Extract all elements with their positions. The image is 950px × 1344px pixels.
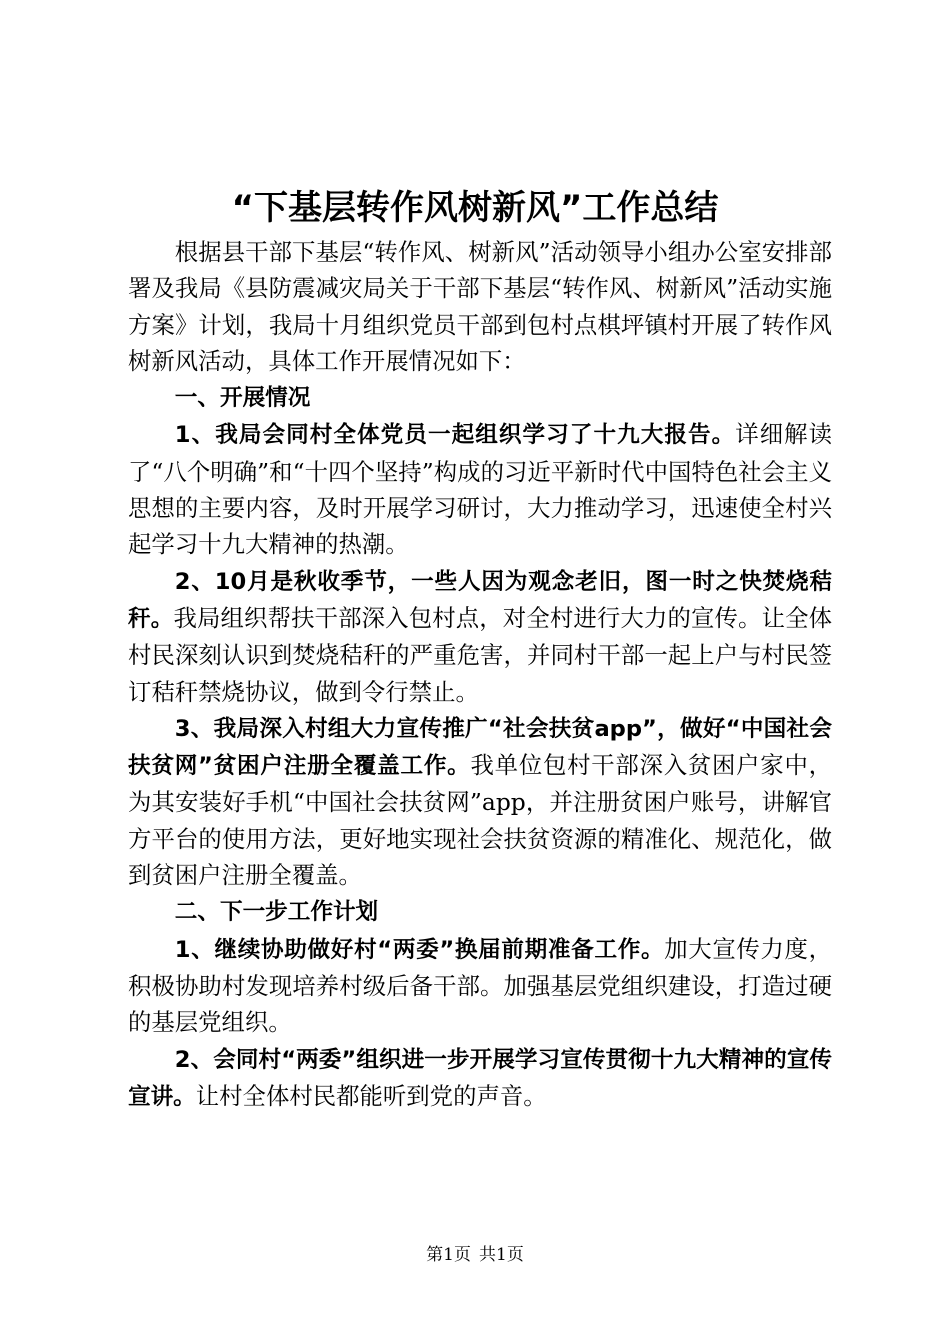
item-text: 让村全体村民都能听到党的声音。 [195,1081,547,1110]
item-text: 加大宣传力度，积极协助村发现培养村级后备干部。加强基层党组织建设，打造过硬的基层党组织。 [128,934,833,1037]
page-footer [0,1244,950,1266]
progress-item-3 [128,710,832,893]
section-heading-text: 二、下一步工作计划 [174,899,379,926]
item-lead: 1、我局会同村全体党员一起组织学习了十九大报告。 [174,422,736,449]
item-lead: 2、10月是秋收季节，一些人因为观念老旧，图一时之快焚烧秸秆。 [128,568,832,632]
progress-item-1 [128,416,832,562]
section-heading-plan [128,893,832,930]
section-heading-progress [128,379,832,416]
document-title: “下基层转作风树新风”工作总结 [231,188,719,228]
document-body [128,234,832,1115]
item-lead: 3、我局深入村组大力宣传推广“社会扶贫app”，做好“中国社会扶贫网”贫困户注册全覆盖工作。 [128,715,832,780]
page-total: 共1页 [479,1245,524,1265]
section-heading-text: 一、开展情况 [174,385,311,412]
item-text: 我局组织帮扶干部深入包村点，对全村进行大力的宣传。让全体村民深刻认识到焚烧秸秆的严重危害，并同村干部一起上户与村民签订秸秆禁烧协议，做到令行禁止。 [128,603,833,706]
item-text: 我单位包村干部深入贫困户家中，为其安装好手机“中国社会扶贫网”app，并注册贫困户账号，讲解官方平台的使用方法，更好地实现社会扶贫资源的精准化、规范化，做到贫困户注册全覆盖。 [128,751,832,890]
plan-item-2 [128,1041,832,1116]
item-lead: 2、会同村“两委”组织进一步开展学习宣传贯彻十九大精神的宣传宣讲。 [128,1046,832,1110]
item-lead: 1、继续协助做好村“两委”换届前期准备工作。 [174,936,665,963]
intro-paragraph: 根据县干部下基层“转作风、树新风”活动领导小组办公室安排部署及我局《县防震减灾局关于干部下基层“转作风、树新风”活动实施方案》计划，我局十月组织党员干部到包村点棋坪镇村开展了转作风树新风活动，具体工作开展情况如下： [128,238,832,375]
item-text: 详细解读了“八个明确”和“十四个坚持”构成的习近平新时代中国特色社会主义思想的主要内容，及时开展学习研讨，大力推动学习，迅速使全村兴起学习十九大精神的热潮。 [128,420,832,559]
progress-item-2 [128,563,832,710]
page-number: 第1页 [426,1245,471,1265]
plan-item-1 [128,931,832,1041]
